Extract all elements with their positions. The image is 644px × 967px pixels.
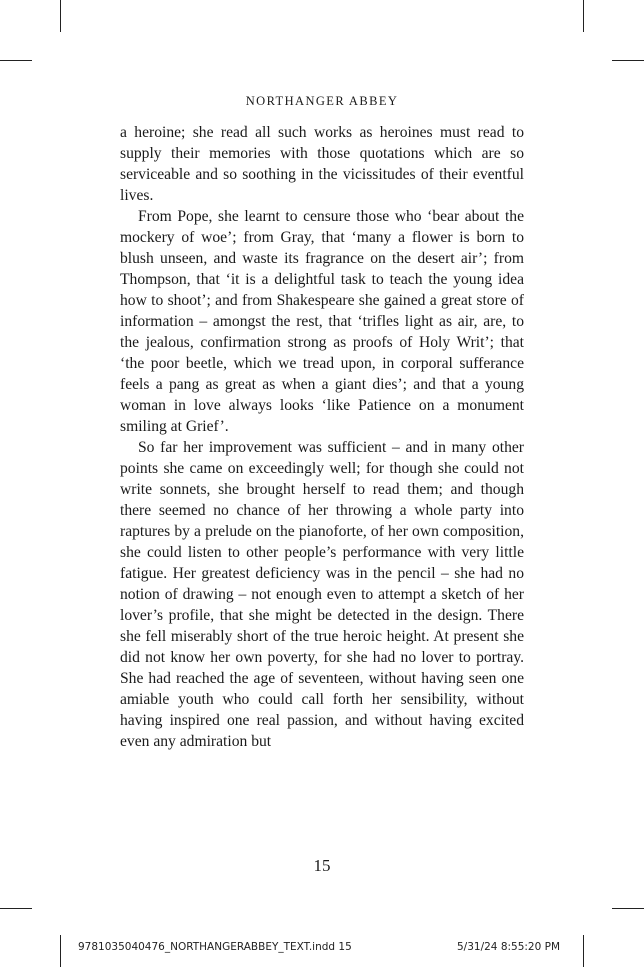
paragraph-2: From Pope, she learnt to censure those who ‘bear about the mockery of woe’; from Gray, that ‘many a flower is born to blush unseen, and waste its fragrance on the desert air’; from Thompson, that ‘it is a delightful task to teach the young idea how to shoot’; and from Shakespeare she gained a great store of information – amongst the rest, that ‘trifles light as air, are, to the jealous, confirmation strong as proofs of Holy Writ’; that ‘the poor beetle, which we tread upon, in corporal sufferance feels a pang as great as when a giant dies’; and that a young woman in love always looks ‘like Patience on a monument smiling at Grief’.	[120, 208, 524, 435]
crop-mark-bottom-right	[583, 935, 584, 967]
page-number: 15	[313, 856, 331, 875]
paragraph-3: So far her improvement was sufficient – and in many other points she came on exceedingly well; for though she could not write sonnets, she brought herself to read them; and though there seemed no chance of her throwing a whole party into raptures by a prelude on the pianoforte, of her own composition, she could listen to other people’s performance with very little fatigue. Her greatest deficiency was in the pencil – she had no notion of drawing – not enough even to attempt a sketch of her lover’s profile, that she might be detected in the design. There she fell miserably short of the true heroic height. At present she did not know her own poverty, for she had no lover to portray. She had reached the age of seventeen, without having seen one amiable youth who could call forth her sensibility, without having inspired one real passion, and without having excited even any admiration but	[120, 439, 524, 750]
body-text	[120, 122, 524, 752]
crop-mark-bottom-right-h	[612, 908, 644, 909]
running-head: NORTHANGER ABBEY	[245, 94, 399, 108]
crop-mark-bottom-left	[60, 935, 61, 967]
crop-mark-top-left-h	[0, 60, 32, 61]
crop-mark-bottom-left-h	[0, 908, 32, 909]
paragraph-1: a heroine; she read all such works as heroines must read to supply their memories with those quotations which are so serviceable and so soothing in the vicissitudes of their eventful lives.	[120, 124, 524, 204]
crop-mark-top-left	[60, 0, 61, 32]
slug-timestamp: 5/31/24 8:55:20 PM	[457, 941, 561, 953]
crop-mark-top-right-h	[612, 60, 644, 61]
slug-file-info: 9781035040476_NORTHANGERABBEY_TEXT.indd 15	[78, 941, 352, 953]
crop-mark-top-right	[583, 0, 584, 32]
